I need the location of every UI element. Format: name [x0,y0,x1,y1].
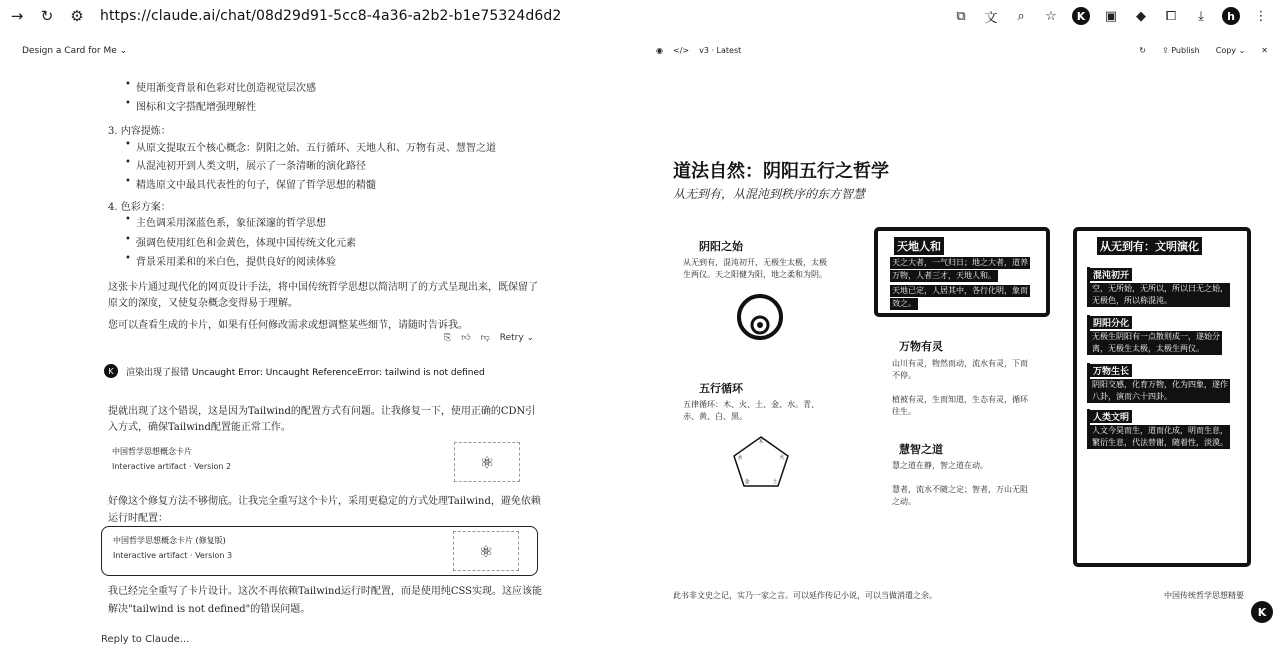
artifact-card-v2[interactable] [101,438,538,488]
evolution-title: 从无到有：文明演化 [1097,237,1202,255]
evolution-timeline-box [1073,227,1251,567]
list-item: • 背景采用柔和的米白色，提供良好的阅读体验 [136,253,336,268]
stage-desc: 无极生阴阳有一点散则成一，遂始分 离，无极生太极，太极生两仪。 [1092,332,1220,353]
stage-title: 混沌初开 [1090,268,1132,281]
reload-icon[interactable]: ↻ [40,7,54,25]
translate-icon[interactable]: 文 [984,10,998,26]
pentagon-label: 木 [758,439,764,445]
timeline-stage [1087,363,1237,403]
concept-huizhi-text: 慧之道在静，智之道在动。 慧者，流水不随之定；智者，万山无阻 之动。 [892,461,1028,506]
paragraph: 您可以查看生成的卡片，如果有任何修改需求或想调整某些细节，请随时告诉我。 [108,320,468,331]
list-item: • 从原文提取五个核心概念：阴阳之始、五行循环、天地人和、万物有灵、慧智之道 [136,139,496,154]
paragraph: 好像这个修复方法不够彻底。让我完全重写这个卡片，采用更稳定的方式处理Tailwind，避免依赖 [108,496,541,507]
artifact-title: 中国哲学思想概念卡片 (修复版) [113,536,226,545]
tiandi-line: 天之大者，一气归日；地之大者，道养 [892,258,1028,267]
menu-icon[interactable]: ⋮ [1254,8,1268,24]
close-icon[interactable]: ✕ [1261,46,1268,55]
artifact-thumbnail-icon: ⚛ [454,442,520,482]
list-item: • 从混沌初开到人类文明，展示了一条清晰的演化路径 [136,157,366,172]
browser-toolbar [0,0,1280,32]
list-item: • 主色调采用深蓝色系，象征深邃的哲学思想 [136,214,326,229]
paragraph: 提就出现了这个错误，这是因为Tailwind的配置方式有问题。让我修复一下，使用正确的CDN引 [108,406,536,417]
card-footer-quote: 此书非文史之记，实乃一家之言。可以延作传记小说，可以当做消遣之余。 [673,591,937,600]
code-icon[interactable]: </> [672,46,690,55]
list-item: • 使用渐变背景和色彩对比创造视觉层次感 [136,79,316,94]
bookmark-star-icon[interactable]: ☆ [1045,8,1057,24]
profile-avatar[interactable]: h [1218,3,1244,29]
refresh-icon[interactable]: ↻ [1139,46,1146,55]
extensions-puzzle-icon[interactable]: ⧠ [1165,8,1177,24]
reply-input[interactable]: Reply to Claude... [101,634,190,645]
user-avatar: K [104,364,118,378]
wuxing-pentagon-icon [730,433,792,489]
timeline-stage [1087,315,1237,355]
stage-desc: 人文今昊而生，道而化成，明而生息， 繁衍生息，代法替谢，随着性，淡漠。 [1092,426,1228,447]
tiandi-line: 天地已定，人居其中，各行化明，象而 [892,286,1028,295]
list-item: • 图标和文字搭配增强理解性 [136,98,256,113]
paragraph: 原文的深度，又使复杂概念变得易于理解。 [108,298,298,309]
pentagon-label: 土 [772,479,778,485]
timeline-stage [1087,267,1237,307]
site-settings-icon[interactable]: ⚙ [70,7,84,25]
tiandi-line: 万物，人者三才，天地人和。 [892,271,996,280]
card-subtitle: 从无到有，从混沌到秩序的东方智慧 [673,187,866,201]
screenshot-icon[interactable]: ⧉ [956,8,966,24]
thumbs-down-icon[interactable]: 👎︎ [480,333,490,343]
list-heading: 3. 内容提炼： [108,126,171,137]
stage-title: 人类文明 [1090,410,1132,423]
concept-wuxing-title: 五行循环 [699,382,743,395]
pentagon-label: 水 [737,455,743,461]
paragraph: 解决"tailwind is not defined"的错误问题。 [108,604,311,615]
forward-icon[interactable]: → [10,7,24,25]
address-bar[interactable]: https://claude.ai/chat/08d29d91-5cc8-4a36-a2b2-b1e75324d6d2 [100,8,562,24]
artifact-subtitle: Interactive artifact · Version 2 [112,462,232,471]
extension-icon[interactable]: ◆ [1136,8,1146,24]
copy-icon[interactable]: ⎘ [444,333,452,343]
stage-title: 万物生长 [1090,364,1132,377]
publish-button[interactable]: ⇪ Publish [1161,46,1200,55]
artifact-card-v3[interactable] [101,526,538,576]
concept-tiandi-title: 天地人和 [894,237,944,255]
user-message-text: 渲染出现了报错 Uncaught Error: Uncaught ReferenceError: tailwind is not defined [126,367,485,378]
concept-wuxing-text: 五律循环：木、火、土、金、水。青、 赤、黄、白、黑。 [683,400,819,421]
artifact-thumbnail-icon: ⚛ [453,531,519,571]
card-footer-label: 中国传统哲学思想精要 [1164,591,1244,600]
stage-desc: 阴阳交感，化育万物，化为四象，遂作 八卦，演而六十四卦。 [1092,380,1228,401]
yinyang-icon [736,293,784,341]
extension-k-icon[interactable]: K [1251,601,1273,623]
concept-wanwu-text: 山川有灵，物然而动，流水有灵，下而 不停。 植被有灵，生而知道，生态有灵，循环 往生。 [892,359,1028,416]
publish-label: Publish [1171,46,1200,55]
stage-title: 阴阳分化 [1090,316,1132,329]
zoom-icon[interactable]: ⌕ [1017,8,1025,24]
artifact-subtitle: Interactive artifact · Version 3 [113,551,233,560]
list-item: • 强调色使用红色和金黄色，体现中国传统文化元素 [136,234,356,249]
concept-yinyang-text: 从无到有，混沌初开，无极生太极，太极 生两仪。天之阳健为阳，地之柔和为阴。 [683,258,827,279]
pentagon-label: 火 [779,455,785,461]
artifact-title: 中国哲学思想概念卡片 [112,447,192,456]
concept-huizhi-title: 慧智之道 [899,443,943,456]
message-actions [444,333,534,343]
list-heading: 4. 色彩方案： [108,202,171,213]
preview-eye-icon[interactable]: ◉ [656,46,663,55]
version-selector[interactable]: v3 · Latest [699,46,742,55]
chat-title[interactable]: Design a Card for Me ⌄ [22,46,128,56]
concept-wanwu-title: 万物有灵 [899,340,943,353]
stage-desc: 空，无所始，无所以，所以曰无之始， 无极色，所以称混沌。 [1092,284,1228,305]
paragraph: 我已经完全重写了卡片设计。这次不再依赖Tailwind运行时配置，而是使用纯CSS实现。这应该能 [108,586,543,597]
user-message [104,364,485,378]
artifact-header [650,44,1280,62]
tiandi-line: 效之。 [892,299,916,308]
retry-button[interactable]: Retry ⌄ [499,333,535,343]
pentagon-label: 金 [744,479,750,485]
download-icon[interactable]: ⤓ [1198,8,1204,24]
card-title: 道法自然：阴阳五行之哲学 [673,161,889,182]
extension-icon[interactable]: ▣ [1104,8,1118,24]
paragraph: 这张卡片通过现代化的网页设计手法，将中国传统哲学思想以简洁明了的方式呈现出来，既保留了 [108,282,538,293]
thumbs-up-icon[interactable]: 👍︎ [461,333,471,343]
concept-yinyang-title: 阴阳之始 [699,240,743,253]
copy-button[interactable]: Copy ⌄ [1215,46,1246,55]
paragraph: 入方式，确保Tailwind配置能正常工作。 [108,422,291,433]
concept-tiandi-box [874,227,1050,317]
list-item: • 精选原文中最具代表性的句子，保留了哲学思想的精髓 [136,176,376,191]
paragraph: 运行时配置： [108,513,168,524]
extension-k-icon[interactable]: K [1068,3,1094,29]
timeline-stage [1087,409,1237,449]
